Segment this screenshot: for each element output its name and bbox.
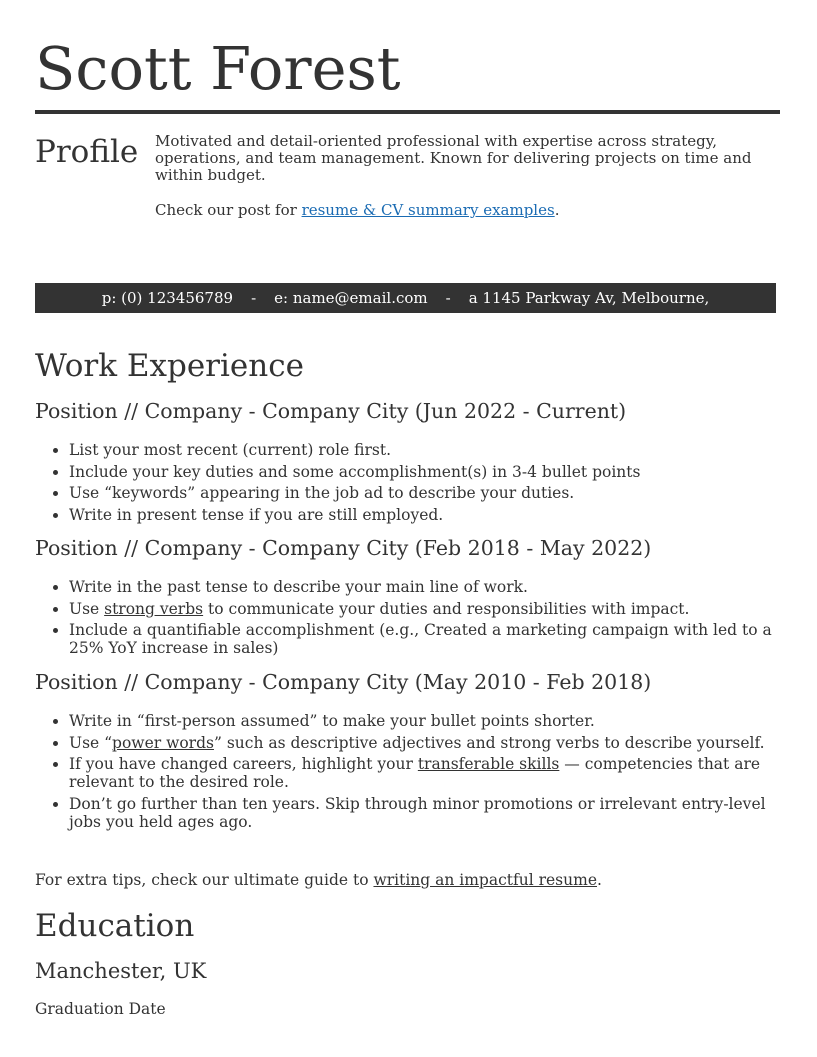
profile-section (155, 133, 767, 219)
bullet-text: to communicate your duties and responsibilities with impact. (203, 599, 690, 618)
strong-verbs-link[interactable]: strong verbs (104, 599, 204, 618)
job-bullet (69, 600, 787, 618)
profile-tip (155, 202, 767, 219)
job-title: Position // Company - Company City (May 2010 - Feb 2018) (35, 670, 652, 694)
job-bullet: • Write in “first-person assumed” to make your bullet points shorter. (69, 712, 787, 730)
job-bullet: • Use “keywords” appearing in the job ad to describe your duties. (69, 484, 787, 502)
work-experience-heading: Work Experience (35, 348, 304, 384)
contact-phone: p: (0) 123456789 (101, 289, 234, 307)
contact-address: a 1145 Parkway Av, Melbourne, (468, 289, 710, 307)
tip-suffix: . (597, 871, 602, 889)
bullet-text: Use “ (69, 733, 113, 752)
resume-guide-tip (35, 871, 602, 889)
power-words-link[interactable]: power words (112, 733, 214, 752)
graduation-date: Graduation Date (35, 1000, 166, 1018)
impactful-resume-link[interactable]: writing an impactful resume (373, 871, 597, 889)
contact-separator: - (445, 289, 451, 307)
bullet-text: Use (69, 599, 105, 618)
job-bullet (69, 734, 787, 752)
job-title: Position // Company - Company City (Jun 2022 - Current) (35, 399, 627, 423)
contact-bar (35, 283, 776, 313)
job-bullet (69, 755, 787, 791)
education-place: Manchester, UK (35, 959, 207, 983)
contact-separator: - (251, 289, 257, 307)
education-heading: Education (35, 908, 195, 944)
job-bullet: • List your most recent (current) role first. (69, 441, 787, 459)
contact-email: e: name@email.com (274, 289, 428, 307)
bullet-text: — competencies that are relevant to the desired role. (69, 755, 761, 791)
bullet-text: ” such as descriptive adjectives and strong verbs to describe yourself. (213, 733, 765, 752)
transferable-skills-link[interactable]: transferable skills (417, 755, 560, 773)
job-bullet-list (35, 712, 787, 834)
job-bullet-list (35, 441, 787, 527)
resume-name: Scott Forest (35, 34, 401, 103)
tip-prefix: For extra tips, check our ultimate guide to (35, 871, 374, 889)
summary-examples-link[interactable]: resume & CV summary examples (301, 201, 555, 219)
job-bullet: • Write in present tense if you are still employed. (69, 506, 787, 524)
job-bullet: • Include a quantifiable accomplishment (e.g., Created a marketing campaign with led to a 25% YoY increase in sales) (69, 621, 787, 657)
job-title: Position // Company - Company City (Feb 2018 - May 2022) (35, 536, 652, 560)
profile-tip-suffix: . (554, 201, 560, 219)
profile-tip-prefix: Check our post for (155, 201, 302, 219)
profile-summary: Motivated and detail-oriented professional with expertise across strategy, operations, and team management. Known for delivering projects on time and within budget. (155, 132, 752, 184)
bullet-text: If you have changed careers, highlight your (69, 755, 418, 773)
profile-heading: Profile (35, 134, 139, 170)
job-bullet: • Include your key duties and some accomplishment(s) in 3-4 bullet points (69, 463, 787, 481)
name-divider (35, 110, 780, 114)
job-bullet: • Write in the past tense to describe your main line of work. (69, 578, 787, 596)
job-bullet: • Don’t go further than ten years. Skip through minor promotions or irrelevant entry-level jobs you held ages ago. (69, 795, 787, 831)
job-bullet-list (35, 578, 787, 661)
